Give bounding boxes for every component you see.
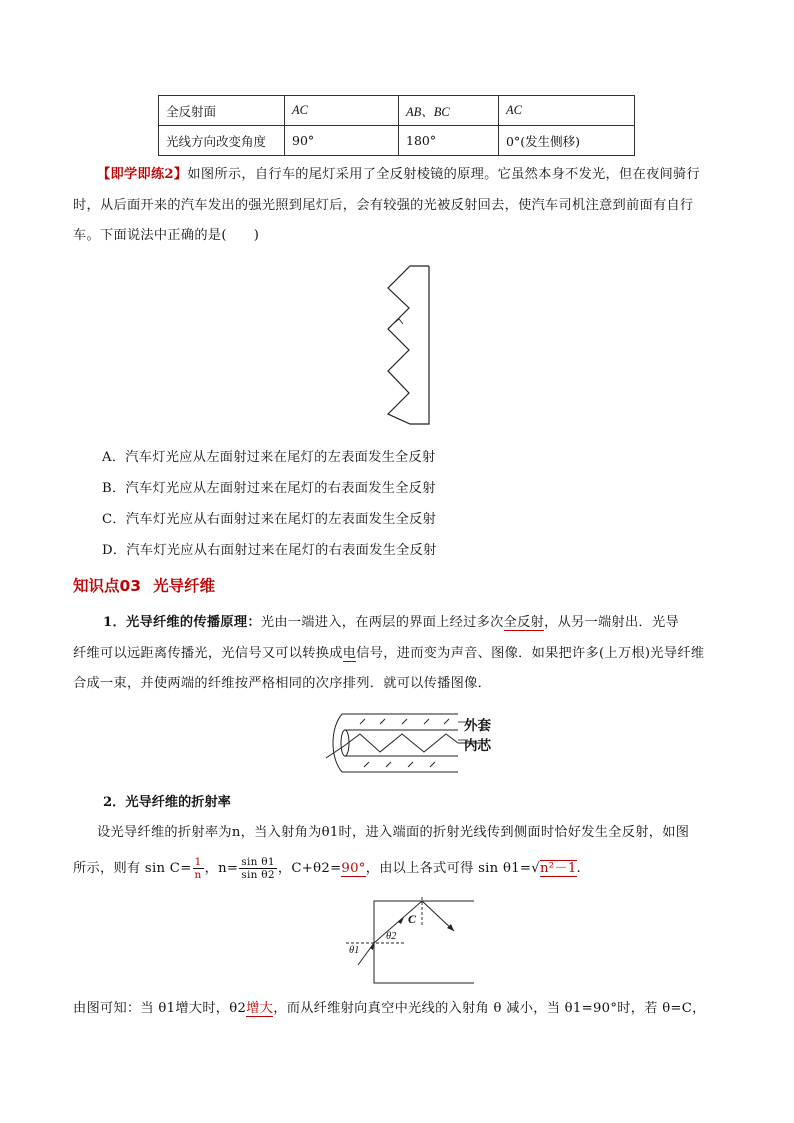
sqrt-content: n²－1: [539, 860, 577, 876]
point1-line: 1．光导纤维的传播原理：光由一端进入，在两层的界面上经过多次全反射，从另一端射出．光导: [103, 615, 679, 630]
conclusion-line: 由图可知：当 θ1增大时，θ2增大，而从纤维射向真空中光线的入射角 θ 减小，当 θ1=90°时，若 θ=C，: [73, 1001, 706, 1016]
practice-question: [73, 160, 733, 252]
table-cell: 0°(发生侧移): [499, 126, 635, 156]
point2-formula-line: 所示，则有 sin C= $\frac{1}{n}$ ，n= $\frac{\text{sin θ1}}{\text{sin θ2}}$ ，C+θ2=90°，由以上各式可得 sin θ1=√n²－1.: [73, 855, 582, 881]
point2-label: 2．光导纤维的折射率: [103, 795, 231, 810]
table-cell: AB、BC: [399, 96, 499, 126]
table-cell: 90°: [285, 126, 399, 156]
tail-light-prism-figure: [380, 262, 440, 428]
blank-answer: 全反射: [503, 615, 545, 630]
table-cell: 光线方向改变角度: [159, 126, 285, 156]
option-d[interactable]: D．汽车灯光应从右面射过来在尾灯的右表面发生全反射: [102, 543, 437, 558]
table-row: [159, 96, 635, 126]
theta1-label: θ1: [349, 945, 360, 956]
table-row: [159, 126, 635, 156]
point2-paragraph: [73, 818, 733, 889]
practice-line: 时，从后面开来的汽车发出的强光照到尾灯后，会有较强的光被反射回去，使汽车司机注意到前面有自行: [73, 197, 694, 213]
fiber-inner-label: 内芯: [464, 738, 491, 754]
section-title: 光导纤维: [153, 577, 216, 595]
option-c[interactable]: C．汽车灯光应从右面射过来在尾灯的左表面发生全反射: [102, 512, 437, 527]
summary-table: [158, 95, 635, 156]
practice-tag: 【即学即练2】: [97, 167, 188, 182]
table-cell: AC: [285, 96, 399, 126]
point2-line: 设光导纤维的折射率为n，当入射角为θ1时，进入端面的折射光线传到侧面时恰好发生全反射，如图: [97, 825, 690, 840]
sqrt-symbol: √: [531, 860, 540, 876]
table-cell: 全反射面: [159, 96, 285, 126]
fiber-outer-label: 外套: [464, 718, 491, 734]
table-cell: AC: [499, 96, 635, 126]
table-cell: 180°: [399, 126, 499, 156]
blank-answer: 电: [342, 645, 357, 661]
section-heading: [73, 574, 227, 596]
point1-paragraph: [73, 608, 733, 700]
practice-line: 车。下面说法中正确的是( ): [73, 228, 260, 243]
blank-answer: 90°: [341, 860, 366, 876]
option-b[interactable]: B．汽车灯光应从左面射过来在尾灯的右表面发生全反射: [102, 481, 436, 496]
point1-label: 1．光导纤维的传播原理：: [103, 615, 261, 630]
section-number: 知识点03: [73, 577, 142, 595]
refraction-angle-figure: [340, 895, 476, 987]
angle-c-label: C: [408, 912, 417, 926]
fraction-1-over-n: $\frac{1}{n}$: [194, 855, 202, 881]
theta2-label: θ2: [386, 931, 397, 942]
conclusion-paragraph: [73, 994, 733, 1025]
point1-line: 合成一束，并使两端的纤维按严格相同的次序排列．就可以传播图像．: [73, 676, 492, 691]
point1-line: 纤维可以远距离传播光，光信号又可以转换成电信号，进而变为声音、图像．如果把许多(上万根)光导纤维: [73, 645, 705, 661]
option-a[interactable]: A．汽车灯光应从左面射过来在尾灯的左表面发生全反射: [102, 450, 436, 465]
fraction-sin-ratio: $\frac{\text{sin θ1}}{\text{sin θ2}}$: [241, 855, 275, 881]
blank-answer: 增大: [246, 1001, 274, 1016]
practice-line: 【即学即练2】如图所示，自行车的尾灯采用了全反射棱镜的原理。它虽然本身不发光，但在夜间骑行: [97, 167, 700, 182]
